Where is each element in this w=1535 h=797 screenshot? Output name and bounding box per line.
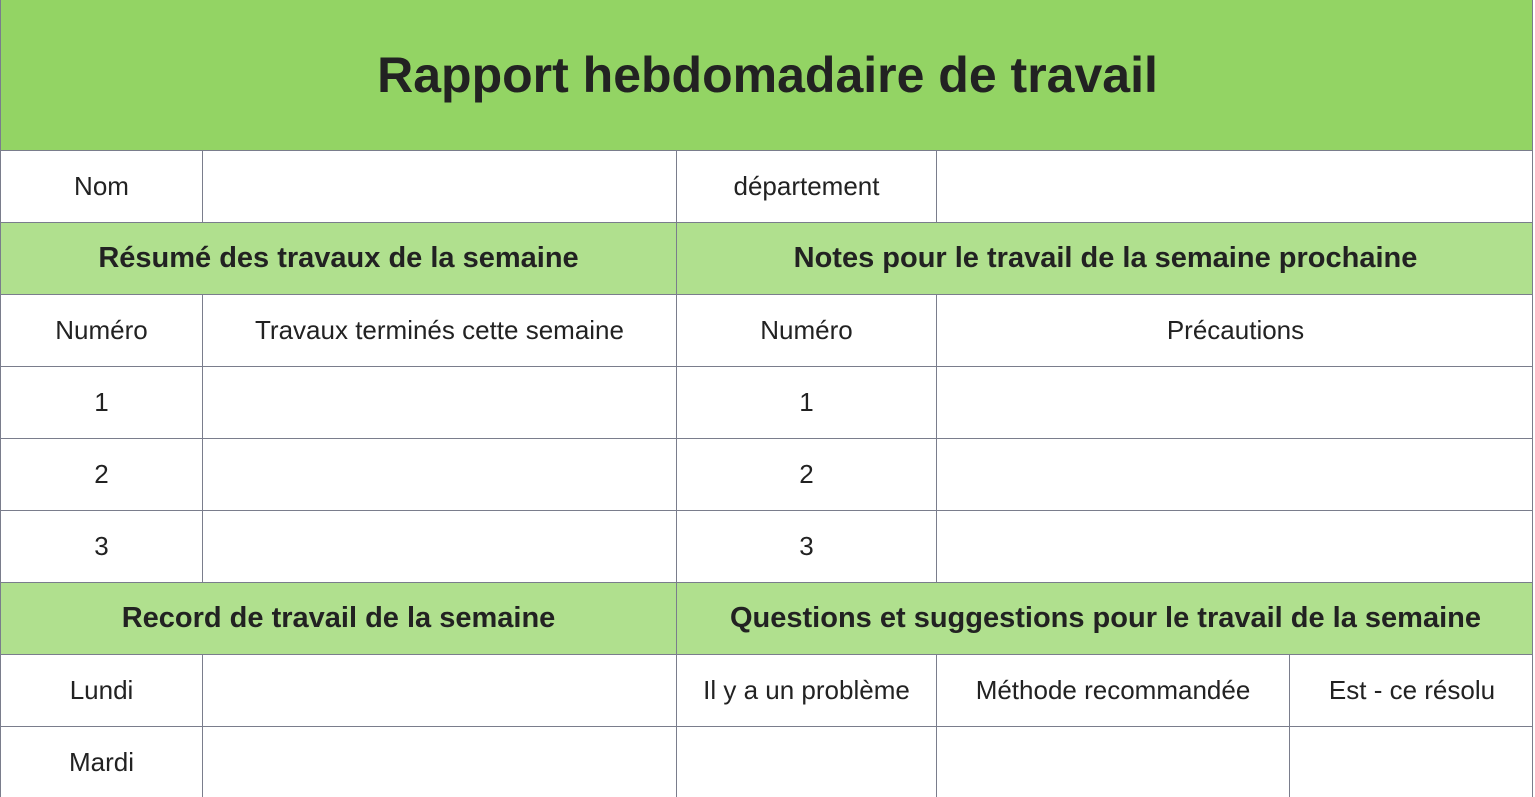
section-record-header: Record de travail de la semaine [1,583,677,655]
summary-row-number: 2 [1,439,203,511]
summary-row-number: 3 [1,511,203,583]
notes-col-precautions: Précautions [937,295,1533,367]
notes-row-precautions-field[interactable] [937,439,1533,511]
name-label: Nom [1,151,203,223]
report-title: Rapport hebdomadaire de travail [1,0,1533,151]
notes-row-precautions-field[interactable] [937,511,1533,583]
questions-problem-field[interactable] [677,727,937,797]
questions-col-problem: Il y a un problème [677,655,937,727]
record-day-field[interactable] [203,727,677,797]
notes-row-number: 2 [677,439,937,511]
summary-row-completed-field[interactable] [203,511,677,583]
questions-method-field[interactable] [937,727,1290,797]
department-label: département [677,151,937,223]
section-summary-header: Résumé des travaux de la semaine [1,223,677,295]
questions-col-resolved: Est - ce résolu [1290,655,1533,727]
summary-col-completed: Travaux terminés cette semaine [203,295,677,367]
summary-row-completed-field[interactable] [203,439,677,511]
department-field[interactable] [937,151,1533,223]
notes-row-number: 3 [677,511,937,583]
questions-col-method: Méthode recommandée [937,655,1290,727]
name-field[interactable] [203,151,677,223]
summary-row-number: 1 [1,367,203,439]
section-questions-header: Questions et suggestions pour le travail de la semaine [677,583,1533,655]
notes-row-precautions-field[interactable] [937,367,1533,439]
summary-row-completed-field[interactable] [203,367,677,439]
summary-col-number: Numéro [1,295,203,367]
record-day-label: Mardi [1,727,203,797]
notes-col-number: Numéro [677,295,937,367]
questions-resolved-field[interactable] [1290,727,1533,797]
record-day-label: Lundi [1,655,203,727]
section-next-notes-header: Notes pour le travail de la semaine prochaine [677,223,1533,295]
notes-row-number: 1 [677,367,937,439]
record-day-field[interactable] [203,655,677,727]
